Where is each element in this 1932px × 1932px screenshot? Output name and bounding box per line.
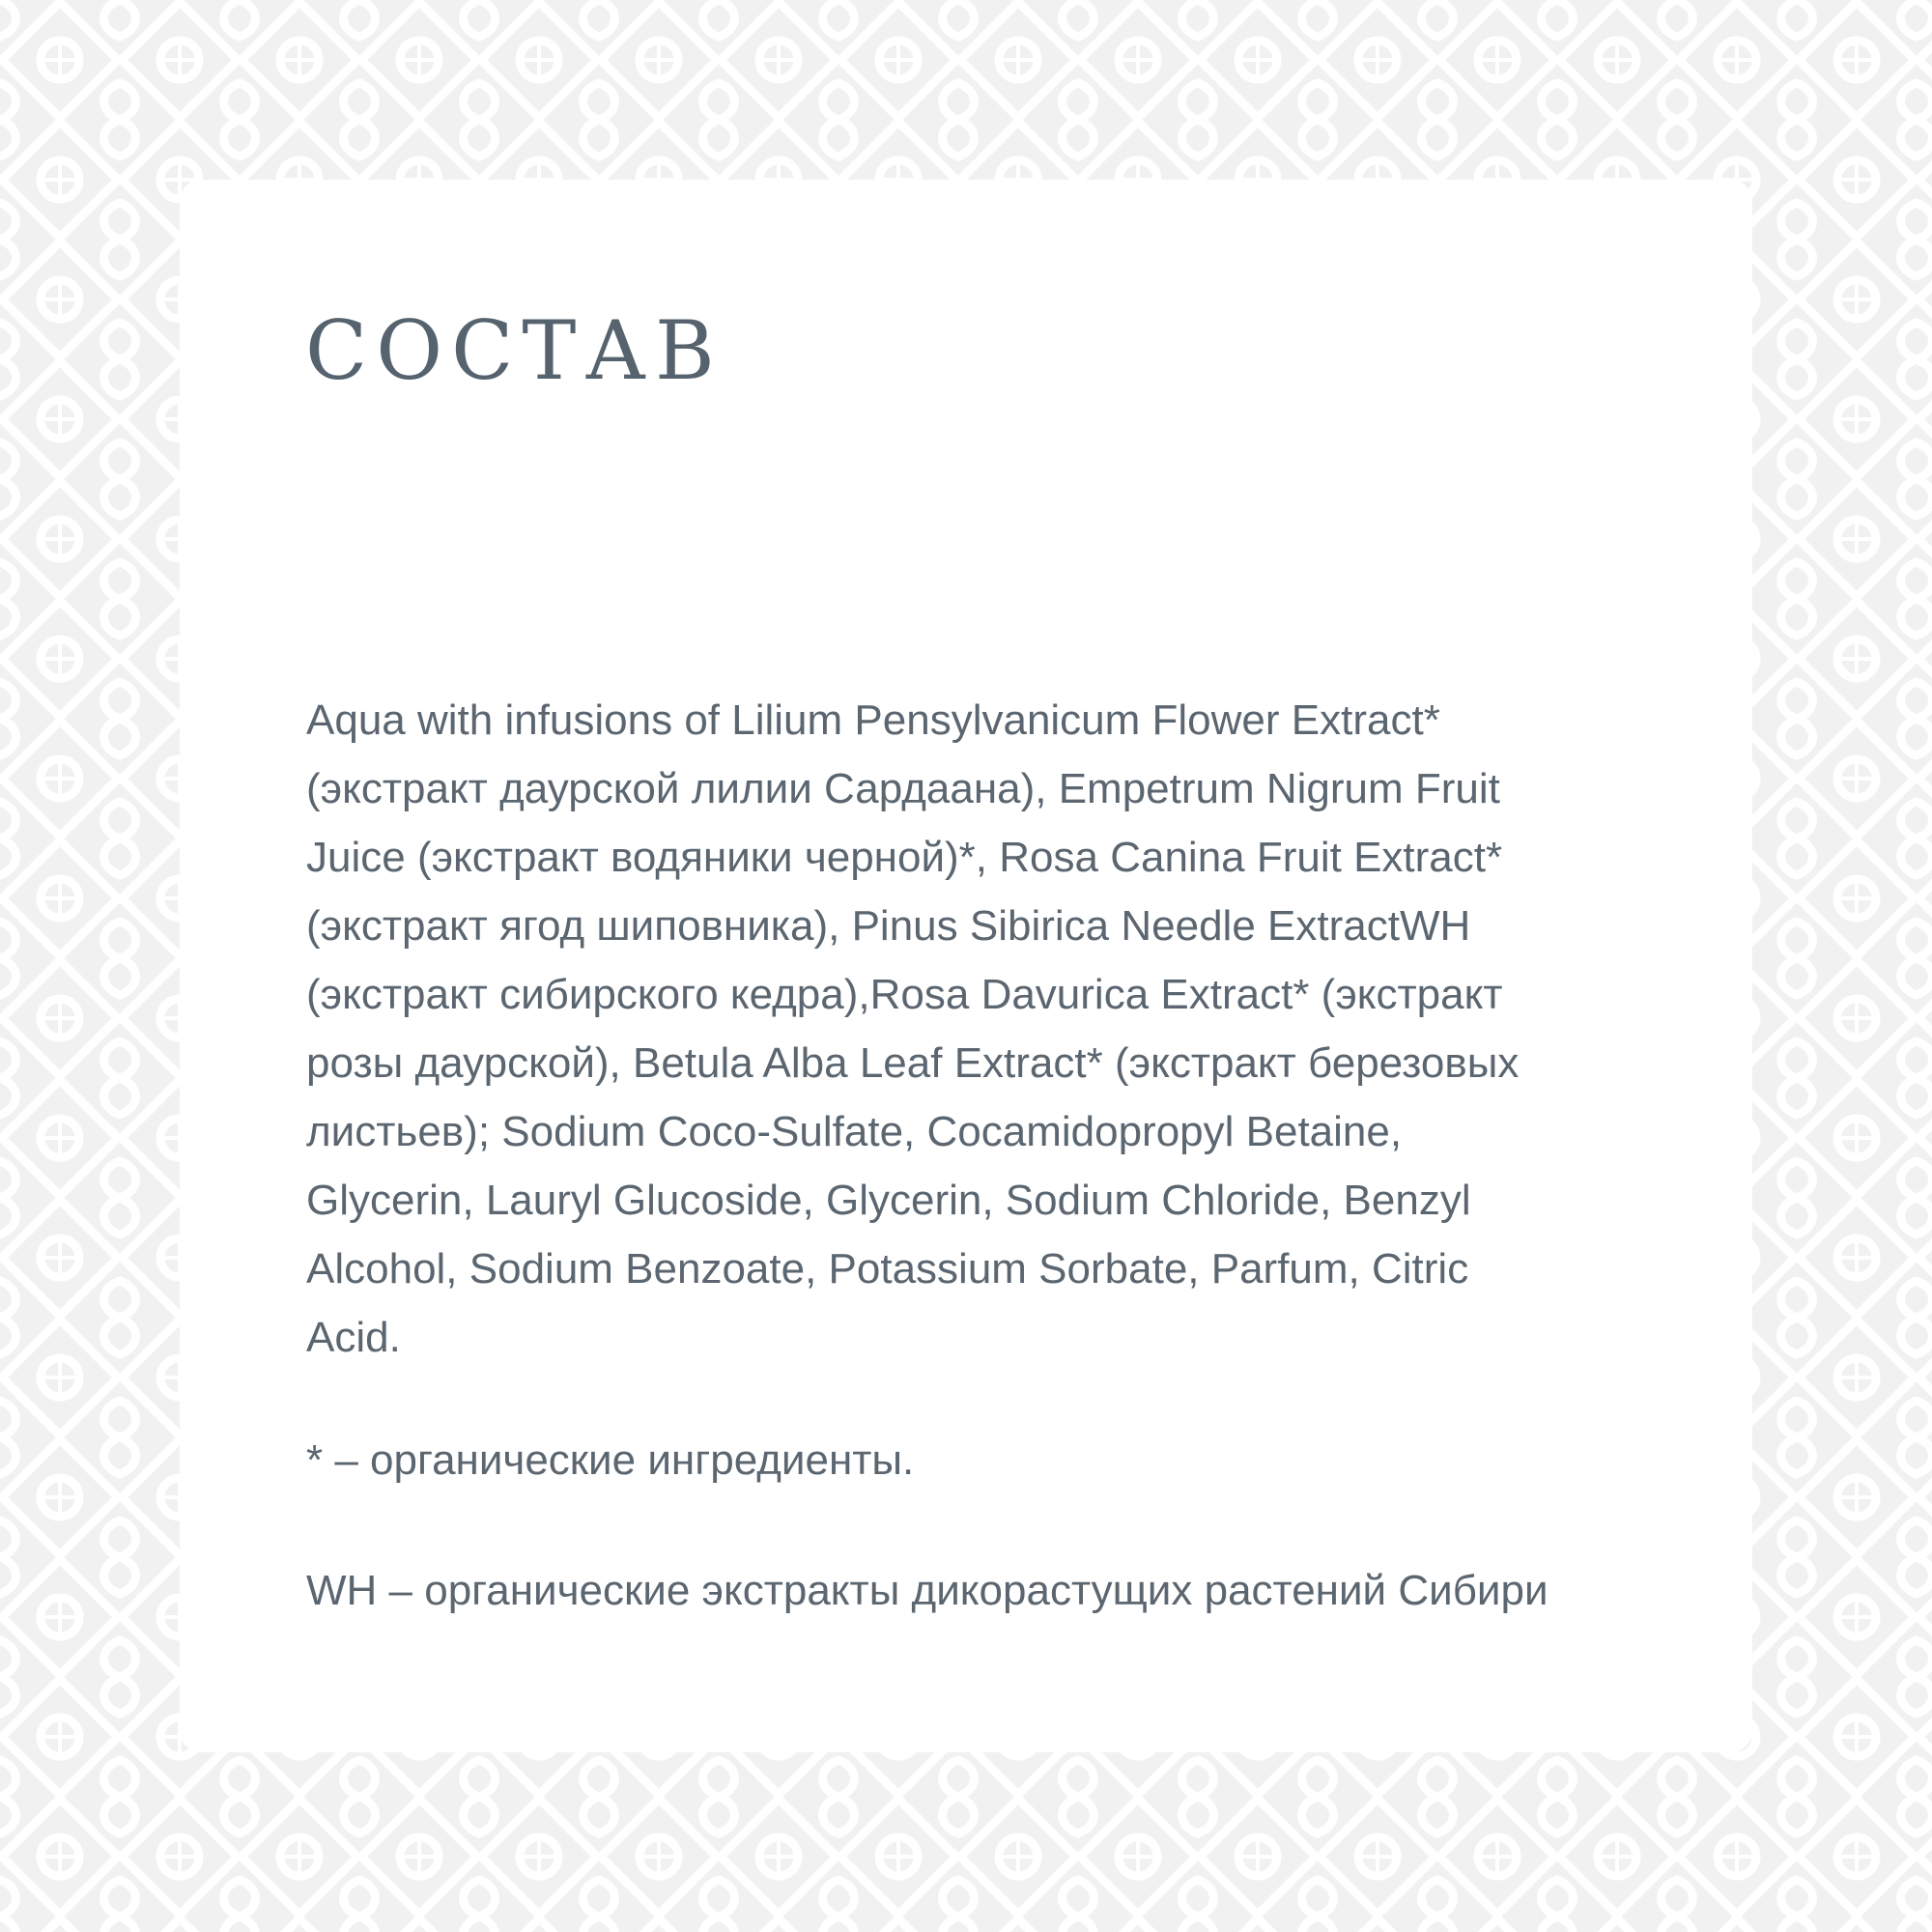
ingredients-line: (экстракт даурской лилии Сардаана), Empetrum Nigrum Fruit xyxy=(306,765,1500,812)
ingredients-line: Alcohol, Sodium Benzoate, Potassium Sorbate, Parfum, Citric xyxy=(306,1245,1469,1293)
ingredients-line: Acid. xyxy=(306,1314,401,1361)
ingredients-line: Aqua with infusions of Lilium Pensylvanicum Flower Extract* xyxy=(306,696,1440,744)
ingredients-line: Glycerin, Lauryl Glucoside, Glycerin, Sodium Chloride, Benzyl xyxy=(306,1177,1471,1224)
organic-footnote: * – органические ингредиенты. xyxy=(306,1436,915,1484)
ingredients-line: (экстракт ягод шиповника), Pinus Sibirica Needle ExtractWH xyxy=(306,902,1471,950)
wild-harvest-footnote: WH – органические экстракты дикорастущих растений Сибири xyxy=(306,1567,1548,1614)
ingredients-card xyxy=(180,180,1752,1752)
ingredients-line: (экстракт сибирского кедра),Rosa Davurica Extract* (экстракт xyxy=(306,971,1503,1018)
ingredients-line: розы даурской), Betula Alba Leaf Extract* (экстракт березовых xyxy=(306,1039,1520,1087)
ingredients-line: Juice (экстракт водяники черной)*, Rosa Canina Fruit Extract* xyxy=(306,834,1503,881)
ingredients-line: листьев); Sodium Coco-Sulfate, Cocamidopropyl Betaine, xyxy=(306,1108,1403,1155)
page-title: СОСТАВ xyxy=(305,303,724,398)
ingredients-list xyxy=(306,686,1659,1372)
